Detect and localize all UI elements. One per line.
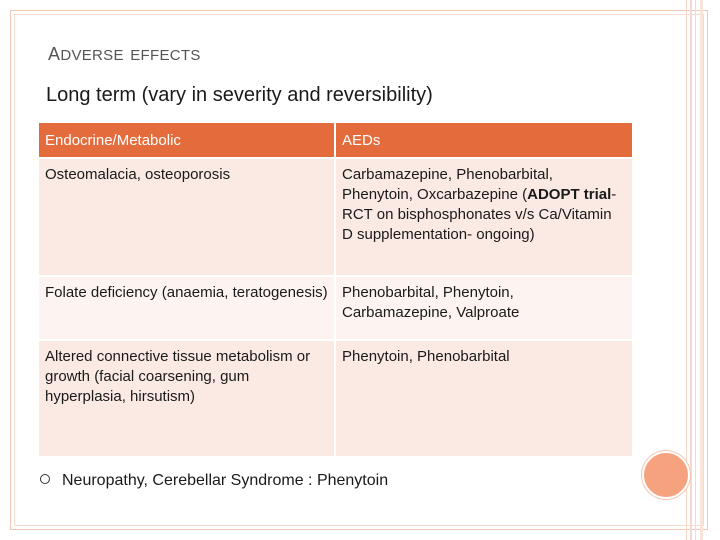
aeds-cell xyxy=(335,158,633,276)
decorative-stripe xyxy=(690,0,692,540)
aeds-text: Carbamazepine, Phenobarbital, Phenytoin, Oxcarbazepine ( xyxy=(342,166,553,203)
adverse-effects-table xyxy=(37,121,634,458)
decorative-stripe xyxy=(695,0,696,540)
table-row xyxy=(38,276,633,340)
column-header-effect: Endocrine/Metabolic xyxy=(38,122,335,158)
table-row xyxy=(38,340,633,457)
bullet-circle-icon xyxy=(40,474,50,484)
slide-title xyxy=(48,36,201,67)
slide-title-initial: a xyxy=(48,36,61,66)
slide-title-rest: dverse effects xyxy=(60,40,201,65)
effect-cell: Folate deficiency (anaemia, teratogenesis) xyxy=(38,276,335,340)
decorative-circle xyxy=(642,451,690,499)
effect-cell: Altered connective tissue metabolism or growth (facial coarsening, gum hyperplasia, hirsutism) xyxy=(38,340,335,457)
decorative-stripe xyxy=(700,0,703,540)
aeds-cell: Phenytoin, Phenobarbital xyxy=(335,340,633,457)
effect-cell: Osteomalacia, osteoporosis xyxy=(38,158,335,276)
trial-name: ADOPT trial xyxy=(527,186,612,203)
aeds-cell: Phenobarbital, Phenytoin, Carbamazepine, Valproate xyxy=(335,276,633,340)
bullet-text: Neuropathy, Cerebellar Syndrome : Phenytoin xyxy=(62,472,389,489)
column-header-aeds: AEDs xyxy=(335,122,633,158)
table-row xyxy=(38,158,633,276)
aeds-text-suffix: - RCT on bisphosphonates v/s Ca/Vitamin D supplementation- ongoing) xyxy=(342,186,617,243)
bullet-item xyxy=(40,472,388,490)
decorative-stripe xyxy=(686,0,687,540)
slide-subtitle: Long term (vary in severity and reversibility) xyxy=(46,84,433,106)
table-header-row xyxy=(38,122,633,158)
